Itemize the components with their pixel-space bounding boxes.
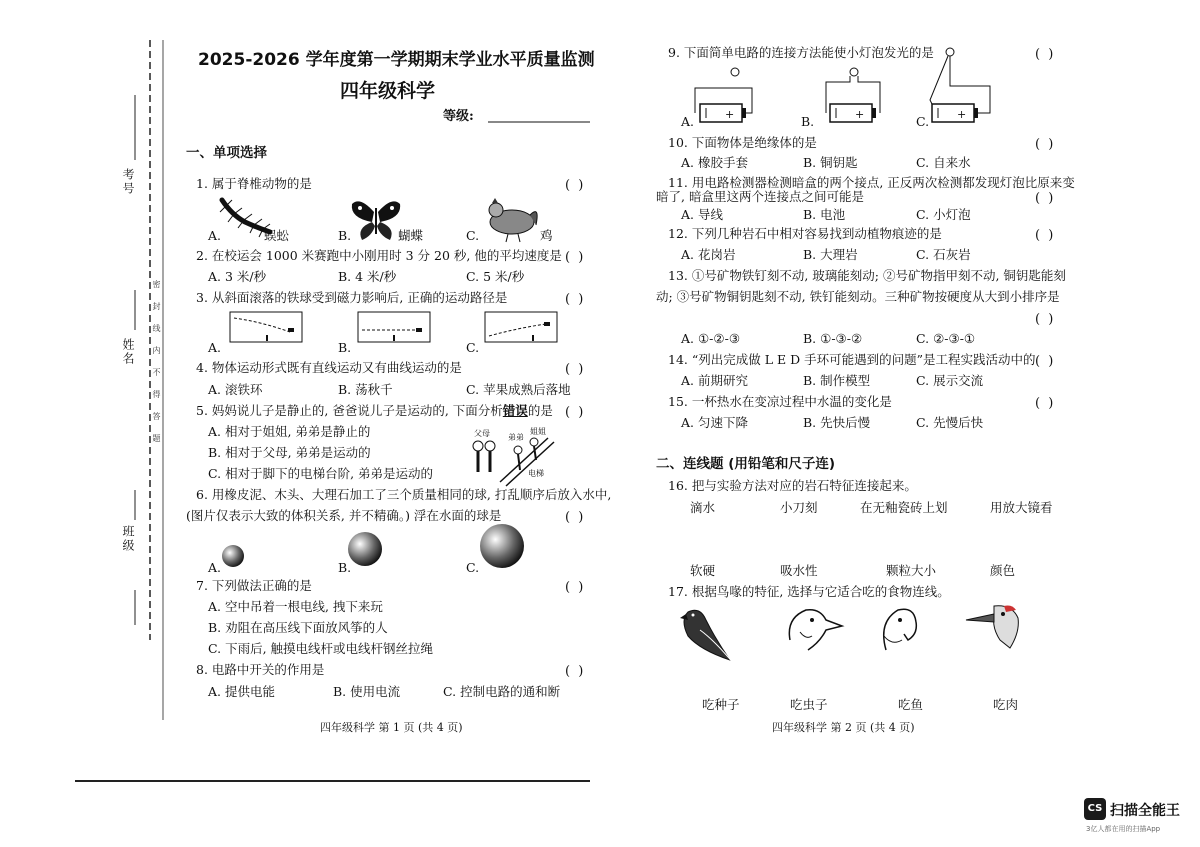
q6-option-a: A. bbox=[208, 560, 222, 575]
q7-option-a: A. 空中吊着一根电线, 拽下来玩 bbox=[208, 599, 383, 614]
q7-option-b: B. 劝阻在高压线下面放风筝的人 bbox=[208, 620, 388, 635]
exam-subject: 四年级科学 bbox=[340, 80, 436, 102]
q15-option-b: B. 先快后慢 bbox=[803, 415, 871, 430]
q11-option-b: B. 电池 bbox=[803, 207, 846, 222]
q1-option-b-label: 蝴蝶 bbox=[398, 228, 424, 243]
q16-method-2[interactable]: 小刀刻 bbox=[780, 500, 818, 515]
q6-option-c: C. bbox=[466, 560, 480, 575]
pic-label-escalator: 电梯 bbox=[528, 469, 544, 478]
q17-food-4[interactable]: 吃肉 bbox=[993, 697, 1019, 712]
q4-stem: 4. 物体运动形式既有直线运动又有曲线运动的是 bbox=[196, 360, 462, 375]
pic-label-brother: 弟弟 bbox=[508, 433, 524, 442]
grade-label: 等级: bbox=[443, 109, 474, 124]
q17-food-3[interactable]: 吃鱼 bbox=[898, 697, 924, 712]
q2-answer-blank[interactable]: ( ) bbox=[565, 250, 586, 265]
scanner-tagline: 3亿人都在用的扫描App bbox=[1086, 825, 1161, 833]
seal-warning: 密封线内不得答题 bbox=[152, 280, 161, 456]
q16-feature-1[interactable]: 软硬 bbox=[690, 563, 716, 578]
q13-answer-blank[interactable]: ( ) bbox=[1035, 312, 1056, 327]
q1-option-c-label: 鸡 bbox=[540, 228, 553, 243]
q7-stem: 7. 下列做法正确的是 bbox=[196, 578, 312, 593]
scanner-watermark bbox=[1084, 798, 1194, 838]
q3-option-c: C. bbox=[466, 340, 480, 355]
q10-answer-blank[interactable]: ( ) bbox=[1035, 137, 1056, 152]
q11-answer-blank[interactable]: ( ) bbox=[1035, 191, 1056, 206]
q3-stem: 3. 从斜面滚落的铁球受到磁力影响后, 正确的运动路径是 bbox=[196, 290, 508, 305]
q13-option-a: A. ①-②-③ bbox=[681, 331, 741, 346]
q9-answer-blank[interactable]: ( ) bbox=[1035, 47, 1056, 62]
q15-option-c: C. 先慢后快 bbox=[916, 415, 984, 430]
q10-stem: 10. 下面物体是绝缘体的是 bbox=[668, 135, 817, 150]
section-1-title: 一、单项选择 bbox=[186, 145, 267, 161]
svg-text:+: + bbox=[957, 108, 967, 121]
q11-stem-line1: 11. 用电路检测器检测暗盒的两个接点, 正反两次检测都发现灯泡比原来变 bbox=[668, 175, 1075, 190]
class-label: 班级 bbox=[121, 525, 135, 553]
svg-text:+: + bbox=[855, 108, 865, 121]
pic-label-parents: 父母 bbox=[474, 429, 490, 438]
q13-option-c: C. ②-③-① bbox=[916, 331, 976, 346]
exam-title: 2025-2026 学年度第一学期期末学业水平质量监测 bbox=[198, 50, 595, 70]
q1-option-b: B. bbox=[338, 228, 352, 243]
scanner-logo-icon: CS bbox=[1084, 798, 1106, 820]
q10-option-c: C. 自来水 bbox=[916, 155, 971, 170]
q2-option-b: B. 4 米/秒 bbox=[338, 269, 397, 284]
q4-option-c: C. 苹果成熟后落地 bbox=[466, 382, 571, 397]
q5-stem-post: 的是 bbox=[527, 403, 553, 418]
q1-answer-blank[interactable]: ( ) bbox=[565, 178, 586, 193]
q6-stem-line2: (图片仅表示大致的体积关系, 并不精确。) 浮在水面的球是 bbox=[186, 508, 502, 523]
q16-feature-2[interactable]: 吸水性 bbox=[780, 563, 818, 578]
q5-option-c: C. 相对于脚下的电梯台阶, 弟弟是运动的 bbox=[208, 466, 434, 481]
name-label: 姓名 bbox=[121, 338, 135, 366]
q9-option-a: A. bbox=[681, 114, 695, 129]
q5-answer-blank[interactable]: ( ) bbox=[565, 405, 586, 420]
q10-option-a: A. 橡胶手套 bbox=[681, 155, 748, 170]
q5-option-b: B. 相对于父母, 弟弟是运动的 bbox=[208, 445, 371, 460]
q5-option-a: A. 相对于姐姐, 弟弟是静止的 bbox=[208, 424, 371, 439]
q17-stem: 17. 根据鸟喙的特征, 选择与它适合吃的食物连线。 bbox=[668, 584, 950, 599]
section-2-title: 二、连线题 (用铅笔和尺子连) bbox=[656, 456, 836, 472]
q15-answer-blank[interactable]: ( ) bbox=[1035, 396, 1056, 411]
q1-option-a-label: 蜈蚣 bbox=[264, 228, 290, 243]
q16-feature-4[interactable]: 颜色 bbox=[990, 563, 1016, 578]
q15-stem: 15. 一杯热水在变凉过程中水温的变化是 bbox=[668, 394, 892, 409]
q11-option-a: A. 导线 bbox=[681, 207, 723, 222]
q10-option-b: B. 铜钥匙 bbox=[803, 155, 858, 170]
q11-option-c: C. 小灯泡 bbox=[916, 207, 971, 222]
q14-option-c: C. 展示交流 bbox=[916, 373, 984, 388]
q5-stem-pre: 5. 妈妈说儿子是静止的, 爸爸说儿子是运动的, 下面分析 bbox=[196, 403, 503, 418]
q3-option-a: A. bbox=[208, 340, 222, 355]
pic-label-sister: 姐姐 bbox=[530, 427, 546, 436]
q8-option-b: B. 使用电流 bbox=[333, 684, 401, 699]
q16-method-4[interactable]: 用放大镜看 bbox=[990, 500, 1053, 515]
q2-stem: 2. 在校运会 1000 米赛跑中小刚用时 3 分 20 秒, 他的平均速度是 bbox=[196, 248, 562, 263]
q8-option-a: A. 提供电能 bbox=[208, 684, 275, 699]
q2-option-a: A. 3 米/秒 bbox=[208, 269, 267, 284]
q9-option-b: B. bbox=[801, 114, 815, 129]
q12-option-b: B. 大理岩 bbox=[803, 247, 858, 262]
q14-stem: 14. “列出完成做 L E D 手环可能遇到的问题”是工程实践活动中的 bbox=[668, 352, 1036, 367]
q8-stem: 8. 电路中开关的作用是 bbox=[196, 662, 325, 677]
q6-stem-line1: 6. 用橡皮泥、木头、大理石加工了三个质量相同的球, 打乱顺序后放入水中, bbox=[196, 487, 612, 502]
q12-option-a: A. 花岗岩 bbox=[681, 247, 736, 262]
q13-option-b: B. ①-③-② bbox=[803, 331, 863, 346]
q4-answer-blank[interactable]: ( ) bbox=[565, 362, 586, 377]
q16-feature-3[interactable]: 颗粒大小 bbox=[886, 563, 937, 578]
q13-stem-line1: 13. ①号矿物铁钉刻不动, 玻璃能刻动; ②号矿物指甲刻不动, 铜钥匙能刻 bbox=[668, 268, 1066, 283]
q2-option-c: C. 5 米/秒 bbox=[466, 269, 525, 284]
q8-option-c: C. 控制电路的通和断 bbox=[443, 684, 561, 699]
q4-option-b: B. 荡秋千 bbox=[338, 382, 393, 397]
q9-option-c: C. bbox=[916, 114, 930, 129]
q7-option-c: C. 下雨后, 触摸电线杆或电线杆钢丝拉绳 bbox=[208, 641, 434, 656]
q16-method-3[interactable]: 在无釉瓷砖上划 bbox=[860, 500, 948, 515]
q13-stem-line2: 动; ③号矿物铜钥匙刻不动, 铁钉能刻动。三种矿物按硬度从大到小排序是 bbox=[656, 289, 1060, 304]
svg-text:+: + bbox=[725, 108, 735, 121]
exam-no-label: 考号 bbox=[121, 168, 135, 196]
footer-page-1: 四年级科学 第 1 页 (共 4 页) bbox=[320, 721, 463, 734]
q14-answer-blank[interactable]: ( ) bbox=[1035, 354, 1056, 369]
q1-option-c: C. bbox=[466, 228, 480, 243]
q8-answer-blank[interactable]: ( ) bbox=[565, 664, 586, 679]
q14-option-b: B. 制作模型 bbox=[803, 373, 871, 388]
q1-stem: 1. 属于脊椎动物的是 bbox=[196, 176, 312, 191]
q16-stem: 16. 把与实验方法对应的岩石特征连接起来。 bbox=[668, 478, 917, 493]
q6-answer-blank[interactable]: ( ) bbox=[565, 510, 586, 525]
q11-stem-line2: 暗了, 暗盒里这两个连接点之间可能是 bbox=[656, 189, 864, 204]
scanner-brand: 扫描全能王 bbox=[1110, 803, 1180, 819]
q16-method-1[interactable]: 滴水 bbox=[690, 500, 716, 515]
q17-food-1[interactable]: 吃种子 bbox=[702, 697, 740, 712]
q14-option-a: A. 前期研究 bbox=[681, 373, 748, 388]
q15-option-a: A. 匀速下降 bbox=[681, 415, 748, 430]
q12-option-c: C. 石灰岩 bbox=[916, 247, 971, 262]
footer-page-2: 四年级科学 第 2 页 (共 4 页) bbox=[772, 721, 915, 734]
q4-option-a: A. 滚铁环 bbox=[208, 382, 263, 397]
q1-option-a: A. bbox=[208, 228, 222, 243]
q12-stem: 12. 下列几种岩石中相对容易找到动植物痕迹的是 bbox=[668, 226, 942, 241]
q9-stem: 9. 下面简单电路的连接方法能使小灯泡发光的是 bbox=[668, 45, 934, 60]
q12-answer-blank[interactable]: ( ) bbox=[1035, 228, 1056, 243]
q6-option-b: B. bbox=[338, 560, 352, 575]
q3-answer-blank[interactable]: ( ) bbox=[565, 292, 586, 307]
q17-food-2[interactable]: 吃虫子 bbox=[790, 697, 828, 712]
q5-stem-emphasis: 错误 bbox=[502, 403, 528, 418]
q3-option-b: B. bbox=[338, 340, 352, 355]
q7-answer-blank[interactable]: ( ) bbox=[565, 580, 586, 595]
